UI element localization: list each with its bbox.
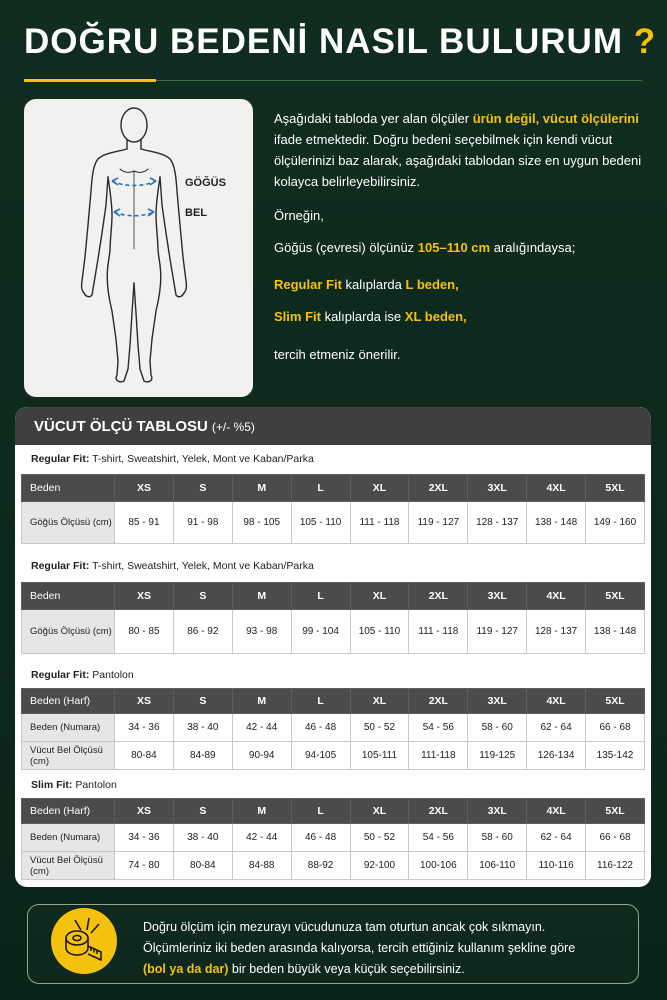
size-value-cell: 116-122 [586,852,645,880]
example-chest-value: 105–110 cm [417,240,491,255]
size-header-cell: 3XL [468,474,527,502]
size-value-cell: 80 - 85 [115,610,174,654]
size-value-cell: 90-94 [233,742,292,770]
size-header-cell: 2XL [409,688,468,714]
question-mark: ? [633,22,657,61]
size-value-cell: 54 - 56 [409,824,468,852]
size-value-cell: 100-106 [409,852,468,880]
example-regular-fit-size: L beden, [405,277,459,292]
size-value-cell: 80-84 [174,852,233,880]
size-row-label: Vücut Bel Ölçüsü (cm) [21,742,115,770]
size-header-cell: L [292,688,351,714]
example-regular-fit-name: Regular Fit [274,277,342,292]
size-table-row [21,824,645,852]
intro-text-a: Aşağıdaki tabloda yer alan ölçüler [274,111,473,126]
size-header-row [21,798,645,824]
size-value-cell: 128 - 137 [468,502,527,544]
size-row-label: Beden (Numara) [21,824,115,852]
example-chest-suffix: aralığındaysa; [490,240,576,255]
size-header-cell: 4XL [527,474,586,502]
size-header-cell: 5XL [586,688,645,714]
size-header-cell: 4XL [527,798,586,824]
size-row-label: Göğüs Ölçüsü (cm) [21,610,115,654]
size-chart-panel [15,407,651,887]
size-chart-title-text: VÜCUT ÖLÇÜ TABLOSU [34,418,208,435]
size-header-cell: XL [351,582,410,610]
size-value-cell: 58 - 60 [468,714,527,742]
tip-line-2: Ölçümleriniz iki beden arasında kalıyorsa, tercih ettiğiniz kullanım şekline göre [143,941,576,955]
size-header-cell: L [292,474,351,502]
section-fit-3: Regular Fit: [31,669,90,681]
example-chest-range [274,240,575,255]
size-value-cell: 111-118 [409,742,468,770]
size-value-cell: 138 - 148 [586,610,645,654]
size-value-cell: 62 - 64 [527,824,586,852]
size-value-cell: 46 - 48 [292,714,351,742]
size-header-cell: 4XL [527,688,586,714]
size-header-label: Beden [21,582,115,610]
size-header-cell: 5XL [586,582,645,610]
size-value-cell: 106-110 [468,852,527,880]
example-slim-fit [274,309,467,324]
size-value-cell: 128 - 137 [527,610,586,654]
size-value-cell: 111 - 118 [409,610,468,654]
size-header-row [21,582,645,610]
intro-highlight: ürün değil, vücut ölçülerini [472,111,639,126]
size-value-cell: 34 - 36 [115,714,174,742]
tip-line-1: Doğru ölçüm için mezurayı vücudunuza tam oturtun ancak çok sıkmayın. [143,920,546,934]
size-table-row [21,502,645,544]
measuring-tape-icon [51,908,117,974]
size-value-cell: 135-142 [586,742,645,770]
size-value-cell: 66 - 68 [586,824,645,852]
human-body-outline-icon [24,99,253,397]
size-value-cell: 38 - 40 [174,824,233,852]
size-value-cell: 105 - 110 [292,502,351,544]
size-header-cell: 3XL [468,582,527,610]
size-value-cell: 119 - 127 [409,502,468,544]
example-slim-fit-size: XL beden, [404,309,467,324]
section-items-3: Pantolon [89,669,134,681]
size-header-cell: S [174,798,233,824]
tip-highlight: (bol ya da dar) [143,962,229,976]
size-header-cell: XS [115,688,174,714]
size-value-cell: 66 - 68 [586,714,645,742]
size-value-cell: 105-111 [351,742,410,770]
section-label-3 [31,669,134,681]
size-value-cell: 93 - 98 [233,610,292,654]
size-header-cell: L [292,582,351,610]
example-label: Örneğin, [274,208,324,223]
size-table-regular-top-2 [21,582,645,654]
section-items-1: T-shirt, Sweatshirt, Yelek, Mont ve Kaban/Parka [89,453,314,465]
size-value-cell: 85 - 91 [115,502,174,544]
body-figure-card [24,99,253,397]
tip-line-3 [143,959,633,980]
title-underline [156,80,642,81]
size-row-label: Göğüs Ölçüsü (cm) [21,502,115,544]
size-header-cell: M [233,798,292,824]
tip-line-3-text: bir beden büyük veya küçük seçebilirsiniz. [228,962,465,976]
size-header-cell: S [174,688,233,714]
size-value-cell: 99 - 104 [292,610,351,654]
size-value-cell: 149 - 160 [586,502,645,544]
size-header-cell: 2XL [409,582,468,610]
size-value-cell: 94-105 [292,742,351,770]
size-table-row [21,610,645,654]
size-header-row [21,688,645,714]
size-header-label: Beden (Harf) [21,688,115,714]
size-header-cell: L [292,798,351,824]
size-value-cell: 98 - 105 [233,502,292,544]
size-table-slim-pants [21,798,645,880]
size-header-row [21,474,645,502]
example-regular-fit-text: kalıplarda [341,277,406,292]
size-header-cell: M [233,688,292,714]
chest-label: GÖĞÜS [185,177,226,189]
example-slim-fit-text: kalıplarda ise [320,309,405,324]
size-value-cell: 38 - 40 [174,714,233,742]
size-value-cell: 138 - 148 [527,502,586,544]
example-slim-fit-name: Slim Fit [274,309,321,324]
size-value-cell: 58 - 60 [468,824,527,852]
size-value-cell: 54 - 56 [409,714,468,742]
size-header-label: Beden [21,474,115,502]
size-table-row [21,742,645,770]
size-value-cell: 46 - 48 [292,824,351,852]
size-header-label: Beden (Harf) [21,798,115,824]
example-regular-fit [274,277,459,292]
size-value-cell: 86 - 92 [174,610,233,654]
size-header-cell: 3XL [468,798,527,824]
size-row-label: Vücut Bel Ölçüsü (cm) [21,852,115,880]
section-label-4 [31,779,117,791]
tip-text [143,917,633,980]
size-header-cell: 5XL [586,474,645,502]
size-row-label: Beden (Numara) [21,714,115,742]
size-value-cell: 84-88 [233,852,292,880]
size-header-cell: XL [351,474,410,502]
size-value-cell: 119 - 127 [468,610,527,654]
size-value-cell: 126-134 [527,742,586,770]
size-value-cell: 50 - 52 [351,824,410,852]
size-header-cell: S [174,582,233,610]
size-chart-tolerance: (+/- %5) [211,420,255,434]
size-value-cell: 105 - 110 [351,610,410,654]
section-fit-1: Regular Fit: [31,453,90,465]
size-table-row [21,852,645,880]
intro-text-b: ifade etmektedir. Doğru bedeni seçebilmek için kendi vücut ölçülerinizi baz alarak, aşağıdaki tablodan size en uygun bedeni kolayca belirleyebilirsiniz. [274,132,642,189]
size-value-cell: 92-100 [351,852,410,880]
waist-label: BEL [185,207,207,219]
size-header-cell: M [233,474,292,502]
size-chart-title [34,418,255,435]
size-value-cell: 88-92 [292,852,351,880]
size-value-cell: 42 - 44 [233,824,292,852]
page-title-text: DOĞRU BEDENİ NASIL BULURUM [24,22,623,61]
size-value-cell: 110-116 [527,852,586,880]
size-value-cell: 62 - 64 [527,714,586,742]
section-fit-2: Regular Fit: [31,560,90,572]
size-value-cell: 84-89 [174,742,233,770]
size-header-cell: M [233,582,292,610]
size-header-cell: 2XL [409,474,468,502]
size-header-cell: XS [115,798,174,824]
size-header-cell: XL [351,798,410,824]
example-conclusion: tercih etmeniz önerilir. [274,347,401,362]
size-value-cell: 111 - 118 [351,502,410,544]
size-header-cell: XS [115,582,174,610]
size-header-cell: XS [115,474,174,502]
section-items-4: Pantolon [72,779,117,791]
size-value-cell: 74 - 80 [115,852,174,880]
intro-paragraph [274,108,646,192]
size-table-row [21,714,645,742]
measuring-tape-graphic [51,908,117,974]
size-value-cell: 80-84 [115,742,174,770]
section-items-2: T-shirt, Sweatshirt, Yelek, Mont ve Kaban/Parka [89,560,314,572]
section-label-1 [31,453,314,465]
size-value-cell: 50 - 52 [351,714,410,742]
size-table-regular-top [21,474,645,544]
size-header-cell: 4XL [527,582,586,610]
size-value-cell: 34 - 36 [115,824,174,852]
size-value-cell: 42 - 44 [233,714,292,742]
size-header-cell: S [174,474,233,502]
example-chest-text: Göğüs (çevresi) ölçünüz [274,240,418,255]
size-chart-header [15,407,651,445]
size-value-cell: 119-125 [468,742,527,770]
size-value-cell: 91 - 98 [174,502,233,544]
size-header-cell: 2XL [409,798,468,824]
size-header-cell: 5XL [586,798,645,824]
section-fit-4: Slim Fit: [31,779,73,791]
page-title [24,22,656,62]
size-table-regular-pants [21,688,645,770]
section-label-2 [31,560,314,572]
size-header-cell: XL [351,688,410,714]
size-header-cell: 3XL [468,688,527,714]
title-underline-accent [24,79,156,82]
